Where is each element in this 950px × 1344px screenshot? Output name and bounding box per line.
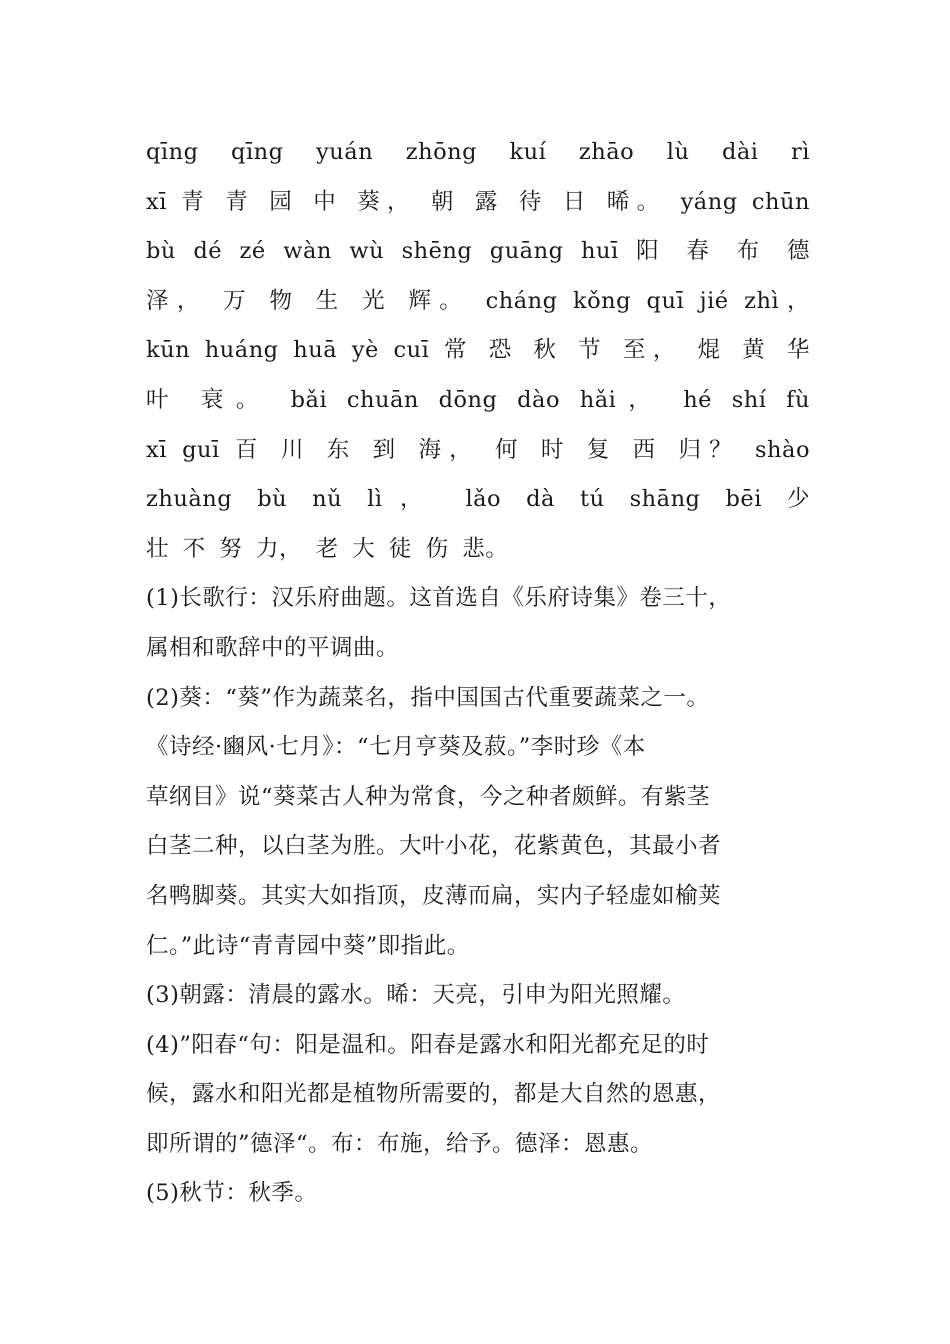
note-line: 草纲目》说“葵菜古人种为常食，今之种者颇鲜。有紫茎 bbox=[146, 783, 711, 810]
note-line: 白茎二种，以白茎为胜。大叶小花，花紫黄色，其最小者 bbox=[146, 833, 722, 860]
poem-line: zhuàng bù nǔ lì， lǎo dà tú shāng bēi 少 bbox=[146, 486, 810, 513]
poem-line: 叶 衰。 bǎi chuān dōng dào hǎi， hé shí fù bbox=[146, 386, 810, 413]
note-line: 即所谓的”德泽“。布：布施，给予。德泽：恩惠。 bbox=[146, 1130, 654, 1157]
poem-line: 壮 不 努 力， 老 大 徒 伤 悲。 bbox=[146, 535, 509, 562]
poem-line: xī guī 百 川 东 到 海， 何 时 复 西 归？ shào bbox=[146, 436, 810, 463]
poem-line: bù dé zé wàn wù shēng guāng huī 阳 春 布 德 bbox=[146, 238, 810, 265]
note-line: (3)朝露：清晨的露水。晞：天亮，引申为阳光照耀。 bbox=[146, 982, 686, 1009]
note-line: 《诗经·豳风·七月》：“七月亨葵及菽。”李时珍《本 bbox=[146, 734, 646, 761]
poem-line: kūn huáng huā yè cuī 常 恐 秋 节 至， 焜 黄 华 bbox=[146, 337, 810, 364]
note-line: 候，露水和阳光都是植物所需要的，都是大自然的恩惠， bbox=[146, 1081, 722, 1108]
note-line: (1)长歌行：汉乐府曲题。这首选自《乐府诗集》卷三十， bbox=[146, 585, 732, 612]
note-line: 属相和歌辞中的平调曲。 bbox=[146, 634, 400, 661]
poem-line: 泽， 万 物 生 光 辉。 cháng kǒng quī jié zhì， bbox=[146, 287, 810, 314]
document-body bbox=[146, 128, 810, 1219]
note-line: (4)”阳春“句：阳是温和。阳春是露水和阳光都充足的时 bbox=[146, 1031, 710, 1058]
note-line: 仁。”此诗“青青园中葵”即指此。 bbox=[146, 932, 470, 959]
note-line: (5)秋节：秋季。 bbox=[146, 1180, 318, 1207]
note-line: 名鸭脚葵。其实大如指顶，皮薄而扁，实内子轻虚如榆荚 bbox=[146, 882, 722, 909]
poem-line: qīng qīng yuán zhōng kuí zhāo lù dài rì bbox=[146, 139, 810, 165]
note-line: (2)葵：“葵”作为蔬菜名，指中国国古代重要蔬菜之一。 bbox=[146, 684, 710, 711]
poem-line: xī 青 青 园 中 葵， 朝 露 待 日 晞。 yáng chūn bbox=[146, 188, 810, 215]
